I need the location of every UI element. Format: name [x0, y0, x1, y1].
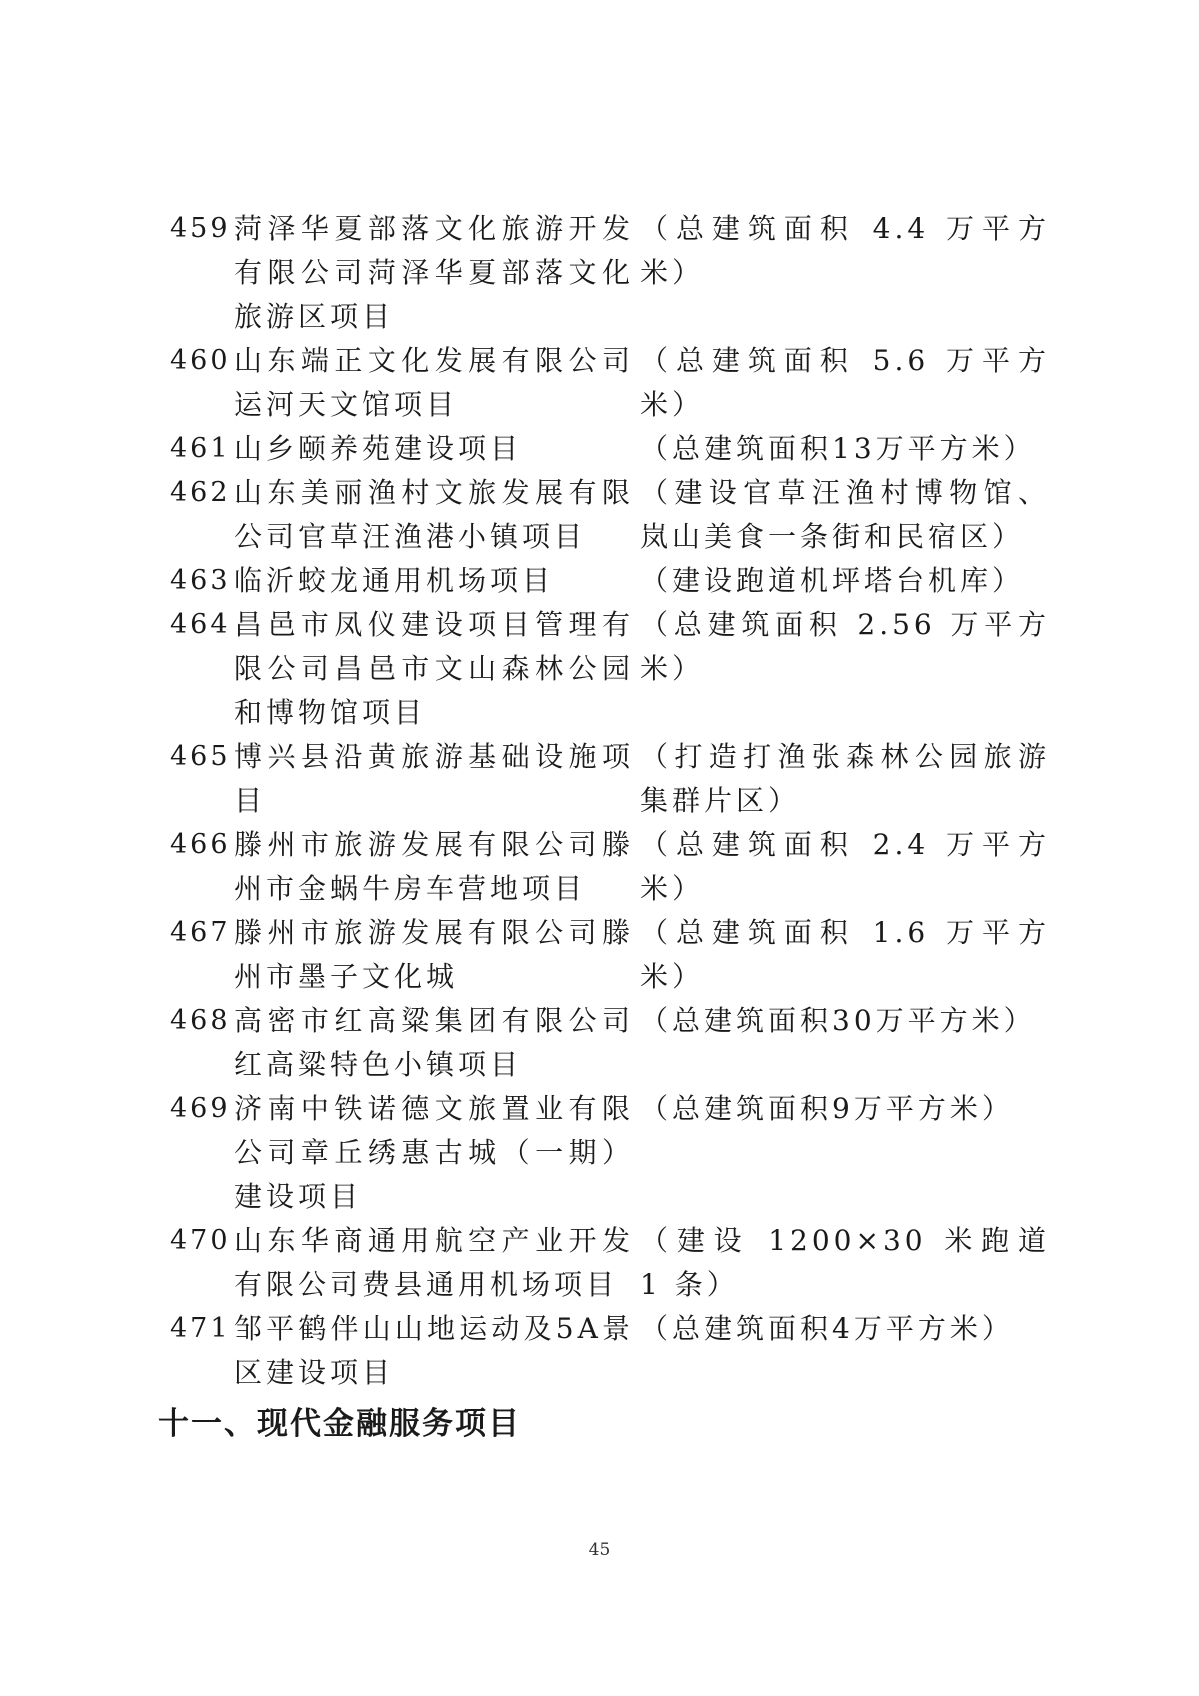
item-number: 465 [170, 741, 231, 772]
project-name: 高密市红高粱集团有限公司红高粱特色小镇项目 [234, 1004, 634, 1081]
list-item [170, 1087, 1050, 1219]
project-name: 滕州市旅游发展有限公司滕州市金蜗牛房车营地项目 [234, 828, 634, 905]
section-heading: 十一、现代金融服务项目 [158, 1406, 521, 1442]
item-number: 459 [170, 213, 231, 244]
item-number: 467 [170, 917, 231, 948]
list-item [170, 911, 1050, 999]
item-number: 461 [170, 433, 231, 464]
item-number: 464 [170, 609, 231, 640]
project-name: 博兴县沿黄旅游基础设施项目 [234, 740, 634, 817]
project-name: 山东美丽渔村文旅发展有限公司官草汪渔港小镇项目 [234, 476, 634, 553]
list-item [170, 1307, 1050, 1395]
list-item [170, 603, 1050, 735]
project-name: 临沂蛟龙通用机场项目 [234, 564, 555, 597]
item-number: 466 [170, 829, 231, 860]
project-name: 昌邑市凤仪建设项目管理有限公司昌邑市文山森林公园和博物馆项目 [234, 608, 634, 729]
project-name: 菏泽华夏部落文化旅游开发有限公司菏泽华夏部落文化旅游区项目 [234, 212, 634, 333]
project-description: （总建筑面积 2.4 万平方米） [640, 828, 1050, 905]
project-description: （总建筑面积 2.56 万平方米） [640, 608, 1050, 685]
item-number: 463 [170, 565, 231, 596]
project-description: （总建筑面积4万平方米） [640, 1312, 1014, 1345]
list-item [170, 339, 1050, 427]
list-item [170, 735, 1050, 823]
project-description: （总建筑面积 1.6 万平方米） [640, 916, 1050, 993]
project-list [170, 207, 1050, 1395]
item-number: 471 [170, 1313, 231, 1344]
list-item [170, 559, 1050, 603]
item-number: 460 [170, 345, 231, 376]
project-description: （总建筑面积30万平方米） [640, 1004, 1036, 1037]
list-item [170, 207, 1050, 339]
project-description: （总建筑面积9万平方米） [640, 1092, 1014, 1125]
item-number: 468 [170, 1005, 231, 1036]
project-description: （建设 1200×30 米跑道 1 条） [640, 1224, 1050, 1301]
page-number: 45 [588, 1540, 611, 1560]
project-description: （建设官草汪渔村博物馆、岚山美食一条街和民宿区） [640, 476, 1050, 553]
project-description: （总建筑面积13万平方米） [640, 432, 1036, 465]
item-number: 462 [170, 477, 231, 508]
project-name: 山东华商通用航空产业开发有限公司费县通用机场项目 [234, 1224, 634, 1301]
list-item [170, 823, 1050, 911]
list-item [170, 427, 1050, 471]
project-description: （打造打渔张森林公园旅游集群片区） [640, 740, 1050, 817]
list-item [170, 999, 1050, 1087]
list-item [170, 1219, 1050, 1307]
project-name: 山乡颐养苑建设项目 [234, 432, 523, 465]
list-item [170, 471, 1050, 559]
project-name: 滕州市旅游发展有限公司滕州市墨子文化城 [234, 916, 634, 993]
project-description: （总建筑面积 5.6 万平方米） [640, 344, 1050, 421]
item-number: 470 [170, 1225, 231, 1256]
project-description: （总建筑面积 4.4 万平方米） [640, 212, 1050, 289]
project-name: 济南中铁诺德文旅置业有限公司章丘绣惠古城（一期）建设项目 [234, 1092, 634, 1213]
item-number: 469 [170, 1093, 231, 1124]
project-name: 山东端正文化发展有限公司运河天文馆项目 [234, 344, 634, 421]
project-name: 邹平鹤伴山山地运动及5A景区建设项目 [234, 1312, 634, 1389]
project-description: （建设跑道机坪塔台机库） [640, 564, 1025, 597]
